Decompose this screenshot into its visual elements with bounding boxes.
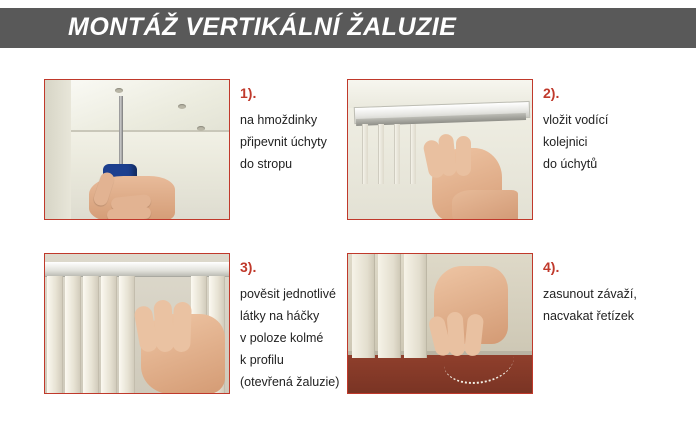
head-rail	[45, 262, 230, 277]
ceiling-anchor-point	[197, 126, 205, 131]
photo-step-4-inserting-weights	[347, 253, 533, 394]
caption-line: v poloze kolmé	[240, 331, 324, 345]
caption-line: na hmoždinky	[240, 113, 318, 127]
step-number-2: 2).	[543, 85, 560, 101]
finger	[172, 302, 192, 353]
caption-line: nacvakat řetízek	[543, 309, 635, 323]
vane	[352, 254, 375, 358]
step-number-4: 4).	[543, 259, 560, 275]
caption-line: k profilu	[240, 353, 284, 367]
step-number-3: 3).	[240, 259, 257, 275]
vane	[65, 276, 81, 394]
caption-step-1	[240, 82, 327, 175]
vane	[378, 124, 384, 184]
step-number-1: 1).	[240, 85, 257, 101]
finger	[456, 136, 471, 176]
vane	[362, 124, 368, 184]
caption-step-4	[543, 256, 637, 327]
vane	[101, 276, 117, 394]
caption-step-3	[240, 256, 339, 393]
caption-line: vložit vodící	[543, 113, 609, 127]
vane	[83, 276, 99, 394]
vane	[404, 254, 427, 358]
vane	[119, 276, 135, 394]
vane	[410, 124, 416, 184]
vane	[47, 276, 63, 394]
forearm	[452, 190, 518, 220]
finger	[107, 206, 152, 220]
screwdriver-shaft-icon	[119, 96, 123, 166]
caption-line: látky na háčky	[240, 309, 320, 323]
ceiling-anchor-point	[178, 104, 186, 109]
vane	[378, 254, 401, 358]
photo-step-2-inserting-rail	[347, 79, 533, 220]
photo-step-3-hanging-vanes	[44, 253, 230, 394]
caption-line: zasunout závaží,	[543, 287, 637, 301]
page-title: MONTÁŽ VERTIKÁLNÍ ŽALUZIE	[68, 13, 457, 41]
wall-corner	[45, 80, 71, 219]
caption-line: do stropu	[240, 157, 293, 171]
caption-line: do úchytů	[543, 157, 598, 171]
caption-line: kolejnici	[543, 135, 588, 149]
caption-step-2	[543, 82, 608, 175]
finger	[153, 299, 175, 352]
caption-line: pověsit jednotlivé	[240, 287, 336, 301]
caption-line: (otevřená žaluzie)	[240, 375, 340, 389]
caption-line: připevnit úchyty	[240, 135, 327, 149]
ceiling-anchor-point	[115, 88, 123, 93]
photo-step-1-drilling-ceiling	[44, 79, 230, 220]
finger	[446, 311, 465, 356]
vane	[394, 124, 400, 184]
